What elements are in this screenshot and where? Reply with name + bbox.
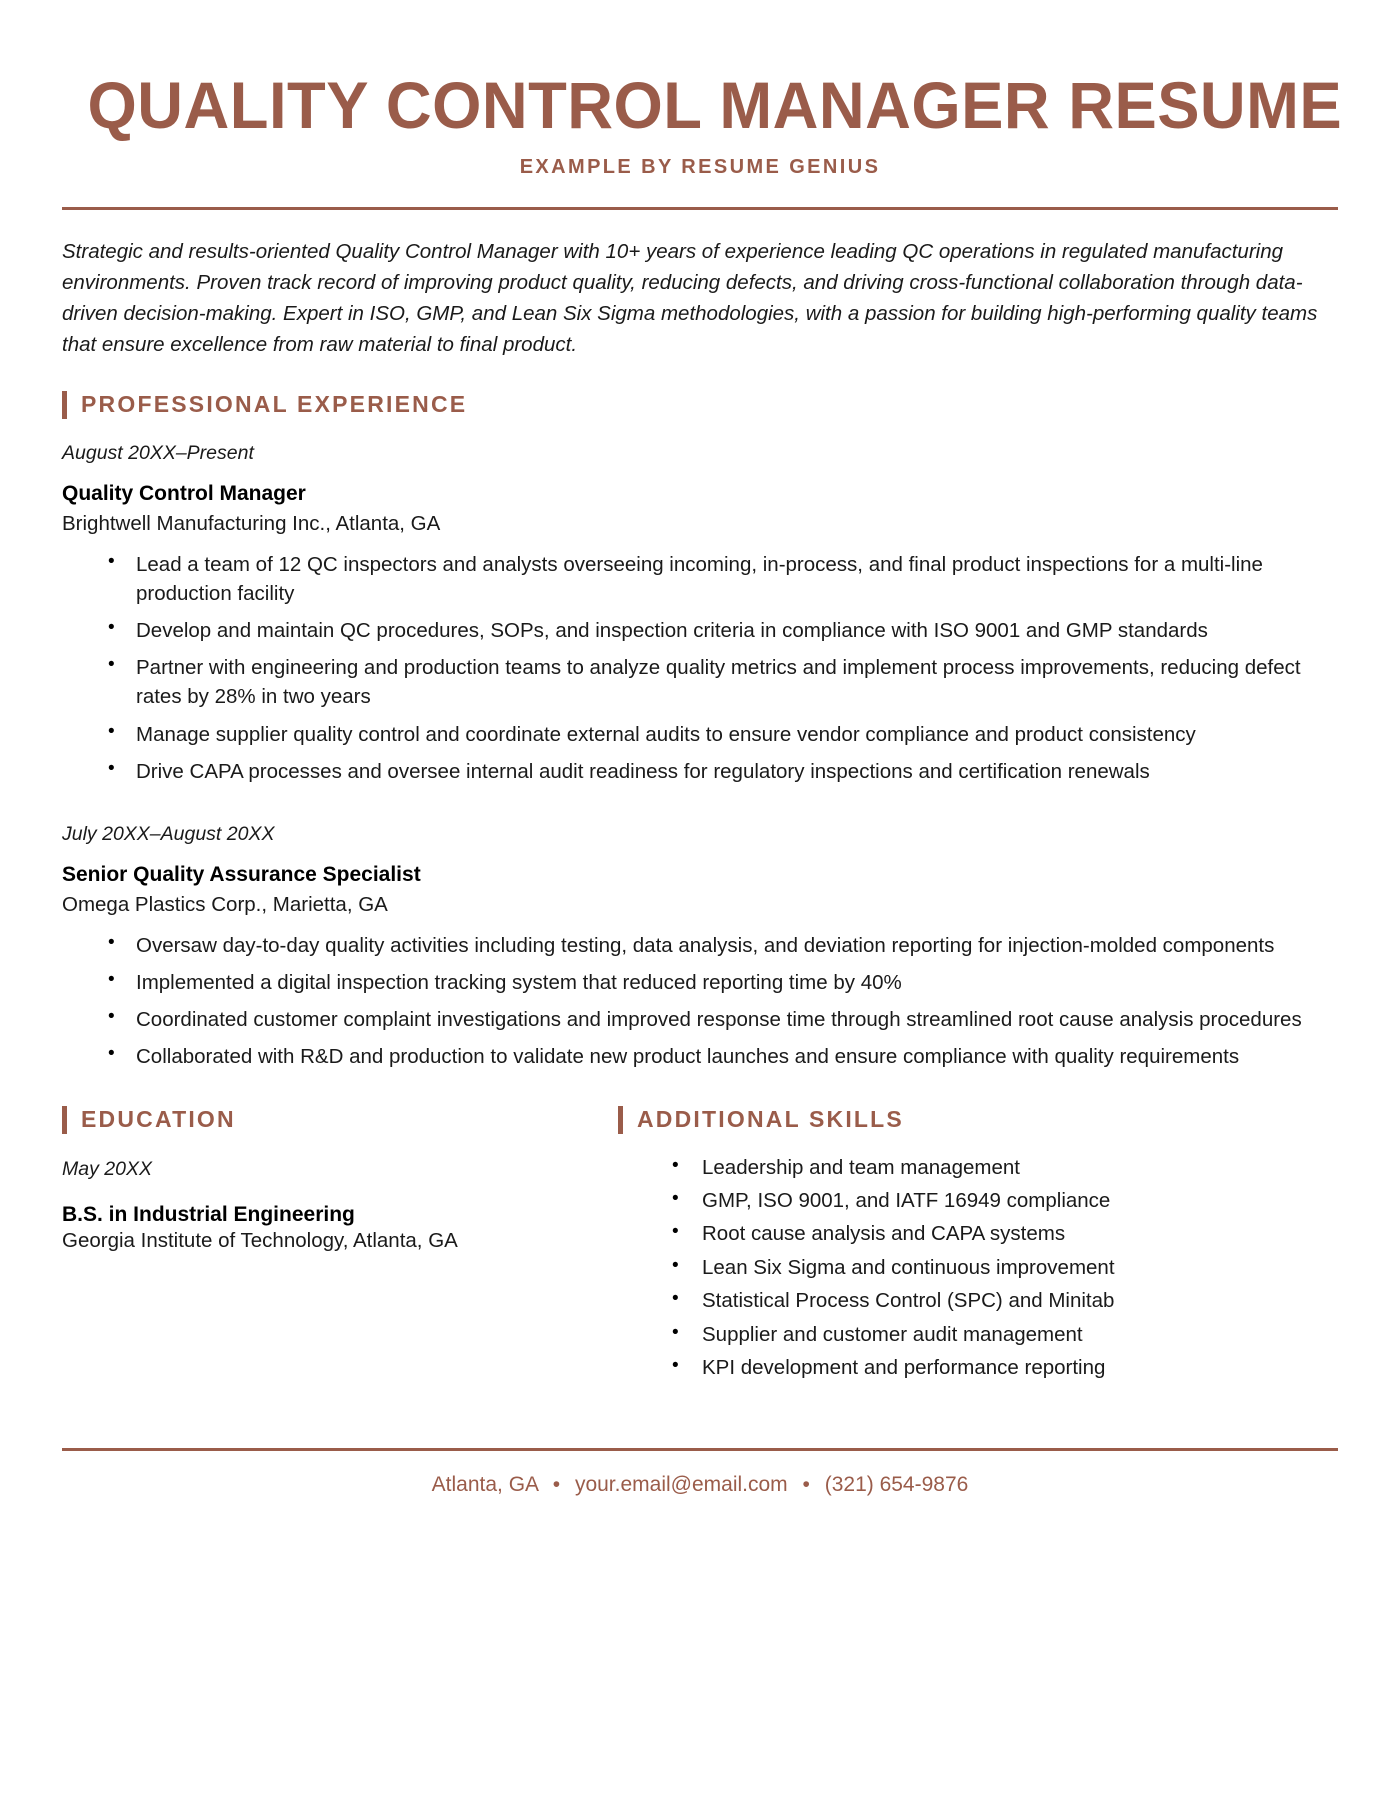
contact-separator-icon: •	[802, 1472, 810, 1496]
list-item: • Statistical Process Control (SPC) and Minitab	[618, 1287, 1338, 1314]
job-company: Brightwell Manufacturing Inc., Atlanta, GA	[62, 512, 441, 536]
education-school: Georgia Institute of Technology, Atlanta, GA	[62, 1228, 458, 1252]
education-degree: B.S. in Industrial Engineering	[62, 1202, 355, 1226]
list-item: • KPI development and performance reporting	[618, 1354, 1338, 1381]
contact-email[interactable]: your.email@email.com	[574, 1472, 788, 1496]
section-header-education	[62, 1106, 614, 1134]
section-title-skills: ADDITIONAL SKILLS	[637, 1106, 904, 1133]
skills-column	[614, 1106, 1338, 1388]
list-item: • Lean Six Sigma and continuous improvement	[618, 1254, 1338, 1281]
contact-separator-icon: •	[552, 1472, 561, 1496]
job-responsibility-list	[62, 931, 1338, 1071]
job-company: Omega Plastics Corp., Marietta, GA	[62, 893, 388, 917]
contact-phone[interactable]: (321) 654-9876	[824, 1472, 969, 1496]
page-title: QUALITY CONTROL MANAGER RESUME	[87, 68, 1343, 142]
section-accent-bar-icon	[62, 391, 67, 419]
education-date: May 20XX	[62, 1157, 152, 1180]
list-item: • Partner with engineering and production teams to analyze quality metrics and implement process improvements, reducing defect rates by 28% in two years	[62, 653, 1338, 711]
education-column	[62, 1106, 614, 1388]
list-item: • Collaborated with R&D and production to validate new product launches and ensure compliance with quality requirements	[62, 1042, 1338, 1071]
section-accent-bar-icon	[62, 1106, 67, 1134]
section-title-experience: PROFESSIONAL EXPERIENCE	[81, 391, 468, 418]
footer	[62, 1448, 1338, 1537]
skills-list	[618, 1154, 1338, 1382]
list-item: • Oversaw day-to-day quality activities including testing, data analysis, and deviation reporting for injection-molded components	[62, 931, 1338, 960]
list-item: • Manage supplier quality control and coordinate external audits to ensure vendor compliance and product consistency	[62, 720, 1338, 749]
job-title: Senior Quality Assurance Specialist	[62, 863, 421, 887]
job-title: Quality Control Manager	[62, 481, 306, 505]
contact-line	[62, 1451, 1338, 1537]
list-item: • Implemented a digital inspection tracking system that reduced reporting time by 40%	[62, 968, 1338, 997]
section-header-skills	[618, 1106, 1338, 1134]
professional-summary: Strategic and results-oriented Quality Control Manager with 10+ years of experience leading QC operations in regulated manufacturing environments. Proven track record of improving product quality, reducing defects, and driving cross-functional collaboration through data-driven decision-making. Expert in ISO, GMP, and Lean Six Sigma methodologies, with a passion for building high-performing quality teams that ensure excellence from raw material to final product.	[62, 240, 1318, 357]
list-item: • Lead a team of 12 QC inspectors and analysts overseeing incoming, in-process, and final product inspections for a multi-line production facility	[62, 550, 1338, 608]
job-responsibility-list	[62, 550, 1338, 786]
list-item: • Develop and maintain QC procedures, SOPs, and inspection criteria in compliance with ISO 9001 and GMP standards	[62, 616, 1338, 645]
experience-entry	[62, 441, 1338, 786]
header-divider	[62, 207, 1338, 210]
list-item: • Leadership and team management	[618, 1154, 1338, 1181]
list-item: • GMP, ISO 9001, and IATF 16949 compliance	[618, 1187, 1338, 1214]
section-header-experience	[62, 391, 1338, 419]
list-item: • Root cause analysis and CAPA systems	[618, 1220, 1338, 1247]
list-item: • Drive CAPA processes and oversee internal audit readiness for regulatory inspections and certification renewals	[62, 757, 1338, 786]
job-date: July 20XX–August 20XX	[62, 822, 275, 845]
list-item: • Supplier and customer audit management	[618, 1321, 1338, 1348]
contact-location: Atlanta, GA	[431, 1472, 538, 1496]
job-date: August 20XX–Present	[62, 441, 254, 464]
experience-entry	[62, 822, 1338, 1072]
section-accent-bar-icon	[618, 1106, 623, 1134]
page-subtitle: EXAMPLE BY RESUME GENIUS	[519, 156, 881, 178]
education-skills-row	[62, 1106, 1338, 1388]
list-item: • Coordinated customer complaint investigations and improved response time through streamlined root cause analysis procedures	[62, 1005, 1338, 1034]
section-title-education: EDUCATION	[81, 1106, 236, 1133]
